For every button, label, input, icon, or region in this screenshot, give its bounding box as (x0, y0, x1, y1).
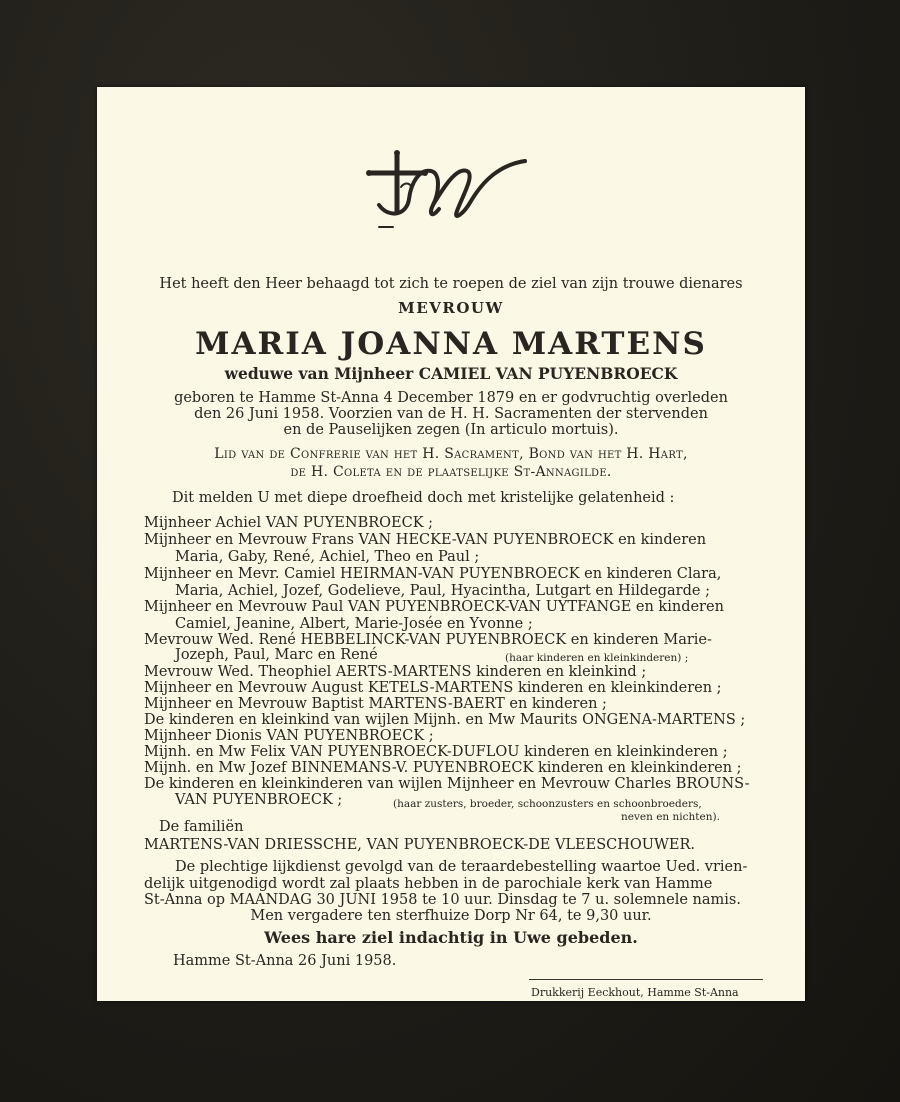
family-line: Mijnheer en Mevrouw Baptist MARTENS-BAERT en kinderen ; (144, 696, 607, 712)
families-names: MARTENS-VAN DRIESSCHE, VAN PUYENBROECK-DE VLEESCHOUWER. (144, 837, 696, 853)
printer-credit: Drukkerij Eeckhout, Hamme St-Anna (531, 986, 739, 999)
family-line: Mijnheer en Mevrouw Frans VAN HECKE-VAN PUYENBROECK en kinderen (144, 532, 707, 548)
bio-line: den 26 Juni 1958. Voorzien van de H. H. Sacramenten der stervenden (194, 406, 708, 422)
families-label: De familiën (159, 819, 244, 835)
family-line: Mijnheer en Mevrouw Paul VAN PUYENBROECK-VAN UYTFANGE en kinderen (144, 599, 724, 615)
announcement: Dit melden U met diepe droefheid doch met kristelijke gelatenheid : (172, 490, 675, 506)
intro-text: Het heeft den Heer behaagd tot zich te roepen de ziel van zijn trouwe dienares (159, 276, 743, 292)
membership-line: Lid van de Confrerie van het H. Sacrament, Bond van het H. Hart, (214, 446, 688, 462)
deceased-name: MARIA JOANNA MARTENS (195, 326, 707, 362)
family-line: Mijnheer en Mevrouw August KETELS-MARTENS kinderen en kleinkinderen ; (144, 680, 722, 696)
motto: Wees hare ziel indachtig in Uwe gebeden. (264, 928, 638, 947)
family-line: Maria, Gaby, René, Achiel, Theo en Paul ; (175, 549, 480, 565)
family-line: De kinderen en kleinkind van wijlen Mijnh. en Mw Maurits ONGENA-MARTENS ; (144, 712, 746, 728)
membership-line: de H. Coleta en de plaatselijke St-Annagilde. (290, 464, 612, 480)
widow-of: weduwe van Mijnheer CAMIEL VAN PUYENBROECK (224, 364, 678, 383)
family-line: Jozeph, Paul, Marc en René (175, 647, 378, 663)
family-note: (haar kinderen en kleinkinderen) ; (505, 652, 689, 664)
family-line: Mevrouw Wed. René HEBBELINCK-VAN PUYENBROECK en kinderen Marie- (144, 632, 712, 648)
cross-monogram-emblem (359, 149, 529, 231)
family-line: Maria, Achiel, Jozef, Godelieve, Paul, Hyacintha, Lutgart en Hildegarde ; (175, 583, 710, 599)
service-line: St-Anna op MAANDAG 30 JUNI 1958 te 10 uur. Dinsdag te 7 u. solemnele namis. (144, 892, 741, 908)
bio-line: en de Pauselijken zegen (In articulo mortuis). (283, 422, 619, 438)
family-line: Mijnh. en Mw Jozef BINNEMANS-V. PUYENBROECK kinderen en kleinkinderen ; (144, 760, 742, 776)
family-line: De kinderen en kleinkinderen van wijlen Mijnheer en Mevrouw Charles BROUNS- (144, 776, 750, 792)
service-line: De plechtige lijkdienst gevolgd van de teraardebestelling waartoe Ued. vrien- (175, 859, 748, 875)
title-mevrouw: MEVROUW (398, 299, 504, 317)
family-line: Mijnheer Dionis VAN PUYENBROECK ; (144, 728, 434, 744)
family-line: VAN PUYENBROECK ; (175, 792, 343, 808)
service-line: Men vergadere ten sterfhuize Dorp Nr 64, te 9,30 uur. (250, 908, 652, 924)
family-note: (haar zusters, broeder, schoonzusters en schoonbroeders, (393, 798, 702, 810)
family-line: Camiel, Jeanine, Albert, Marie-Josée en Yvonne ; (175, 616, 533, 632)
place-date: Hamme St-Anna 26 Juni 1958. (173, 953, 397, 969)
bio-line: geboren te Hamme St-Anna 4 December 1879 en er godvruchtig overleden (174, 390, 728, 406)
family-note: neven en nichten). (621, 811, 720, 823)
family-line: Mijnh. en Mw Felix VAN PUYENBROECK-DUFLOU kinderen en kleinkinderen ; (144, 744, 728, 760)
family-line: Mijnheer Achiel VAN PUYENBROECK ; (144, 515, 434, 531)
family-line: Mevrouw Wed. Theophiel AERTS-MARTENS kinderen en kleinkind ; (144, 664, 647, 680)
family-line: Mijnheer en Mevr. Camiel HEIRMAN-VAN PUYENBROECK en kinderen Clara, (144, 566, 722, 582)
memorial-card (97, 87, 805, 1001)
service-line: delijk uitgenodigd wordt zal plaats hebben in de parochiale kerk van Hamme (144, 876, 713, 892)
printer-rule (529, 979, 763, 980)
